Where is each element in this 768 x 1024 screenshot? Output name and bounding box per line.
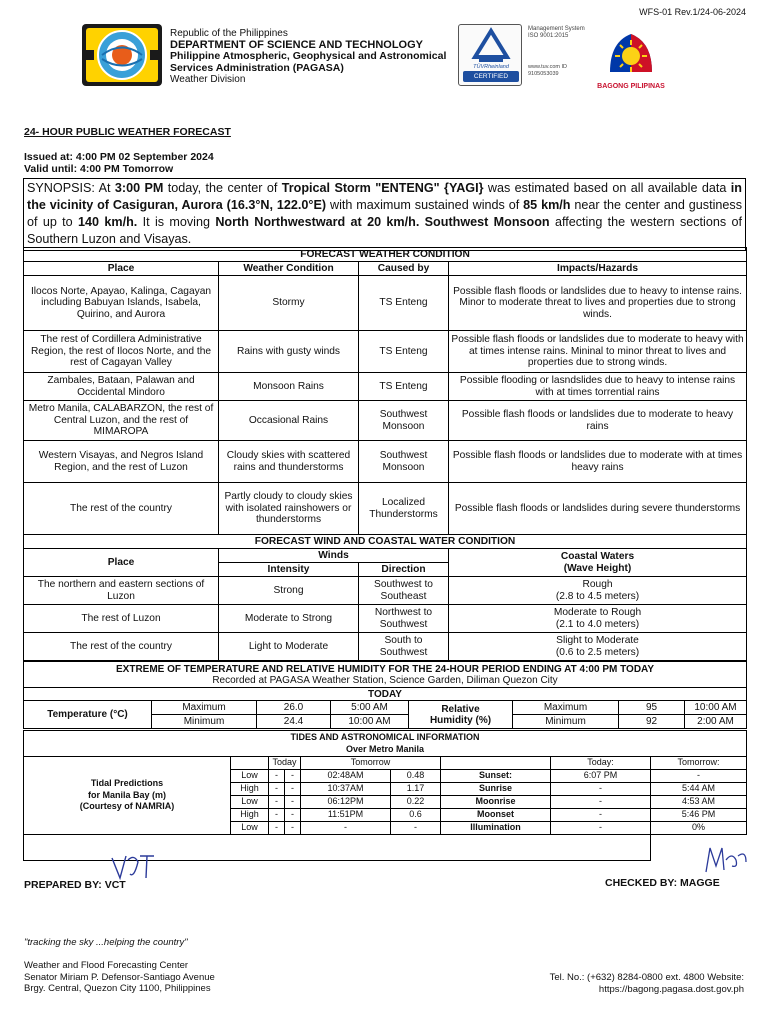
valid-until: Valid until: 4:00 PM Tomorrow bbox=[24, 163, 174, 175]
forecast-wind-table bbox=[23, 534, 747, 661]
tuv-id: www.tuv.com ID 9105053039 bbox=[528, 64, 568, 77]
table-row bbox=[24, 401, 747, 441]
astro-today: - bbox=[551, 809, 651, 822]
tide-tomorrow-value: 0.6 bbox=[391, 809, 441, 822]
checked-by: CHECKED BY: MAGGE bbox=[605, 877, 720, 889]
department-text: DEPARTMENT OF SCIENCE AND TECHNOLOGY bbox=[170, 38, 424, 51]
impact-cell: Possible flooding or lasndslides due to heavy to intense rains with at times torrential rains bbox=[449, 373, 747, 401]
bagong-pilipinas-logo bbox=[590, 24, 672, 90]
tide-tomorrow-time: - bbox=[301, 822, 391, 835]
agency-line2: Services Administration (PAGASA) bbox=[170, 61, 344, 74]
humidity-label-text: Relative bbox=[441, 703, 480, 715]
wave-height: (2.8 to 4.5 meters) bbox=[555, 590, 640, 602]
intensity-cell: Light to Moderate bbox=[219, 633, 359, 661]
impact-cell: Possible flash floods or landslides due to moderate to heavy rains bbox=[449, 401, 747, 441]
hum-min-label: Minimum bbox=[513, 715, 619, 729]
impact-cell: Possible flash floods or landslides due to heavy to intense rains. Minor to moderate threat to lives and properties due to strong winds. bbox=[449, 276, 747, 331]
extremes-table bbox=[23, 661, 747, 729]
column-header: Intensity bbox=[219, 563, 359, 577]
hum-min-time: 2:00 AM bbox=[685, 715, 747, 729]
place-cell: Western Visayas, and Negros Island Region, and the rest of Luzon bbox=[24, 441, 219, 483]
tide-tomorrow-value: 0.48 bbox=[391, 770, 441, 783]
tide-tomorrow-value: - bbox=[391, 822, 441, 835]
tide-today: - bbox=[285, 809, 301, 822]
synopsis-gustiness: 140 km/h. bbox=[78, 215, 138, 229]
synopsis-text: It is moving bbox=[137, 215, 216, 229]
wave-height: (0.6 to 2.5 meters) bbox=[555, 646, 640, 658]
tide-today: - bbox=[285, 796, 301, 809]
division-text: Weather Division bbox=[170, 74, 246, 85]
hum-max-label: Maximum bbox=[513, 701, 619, 715]
address-line: Brgy. Central, Quezon City 1100, Philippines bbox=[24, 983, 211, 995]
tidal-label-text: (Courtesy of NAMRIA) bbox=[79, 801, 175, 812]
tide-tomorrow-time: 06:12PM bbox=[301, 796, 391, 809]
synopsis-text: with maximum sustained winds of bbox=[326, 198, 524, 212]
table-row bbox=[24, 633, 747, 661]
column-header: Direction bbox=[359, 563, 449, 577]
synopsis bbox=[23, 178, 746, 251]
cause-cell: Localized Thunderstorms bbox=[359, 483, 449, 535]
condition-cell: Occasional Rains bbox=[219, 401, 359, 441]
astro-today: - bbox=[551, 783, 651, 796]
address-block bbox=[24, 960, 215, 995]
tide-today: - bbox=[269, 809, 285, 822]
synopsis-winds: 85 km/h bbox=[523, 198, 571, 212]
table-row bbox=[24, 605, 747, 633]
condition-cell: Stormy bbox=[219, 276, 359, 331]
forecast-title: 24- HOUR PUBLIC WEATHER FORECAST bbox=[24, 126, 231, 138]
tide-type: High bbox=[231, 783, 269, 796]
tide-today: - bbox=[285, 822, 301, 835]
synopsis-text: near the center and gustiness of up to bbox=[27, 198, 742, 229]
tidal-label-text: Tidal Predictions bbox=[90, 778, 164, 789]
tuv-brand: TÜVRheinland bbox=[473, 64, 509, 70]
section-title: FORECAST WIND AND COASTAL WATER CONDITION bbox=[24, 535, 747, 549]
synopsis-text: SYNOPSIS: At bbox=[27, 181, 115, 195]
hum-max-time: 10:00 AM bbox=[685, 701, 747, 715]
intensity-cell: Moderate to Strong bbox=[219, 605, 359, 633]
website-link[interactable]: https://bagong.pagasa.dost.gov.ph bbox=[598, 983, 744, 995]
astro-label: Illumination bbox=[441, 822, 551, 835]
astro-today: - bbox=[551, 822, 651, 835]
synopsis-storm-name: Tropical Storm "ENTENG" {YAGI} bbox=[281, 181, 484, 195]
contact-block bbox=[550, 972, 744, 995]
tide-today: - bbox=[269, 796, 285, 809]
certified-label: CERTIFIED bbox=[463, 71, 519, 82]
tide-today: - bbox=[285, 783, 301, 796]
tide-type: Low bbox=[231, 796, 269, 809]
astro-tomorrow: - bbox=[651, 770, 747, 783]
impact-cell: Possible flash floods or landslides due to moderate with at times heavy rains bbox=[449, 441, 747, 483]
waters-value: Moderate to Rough bbox=[553, 606, 642, 618]
cause-cell: TS Enteng bbox=[359, 373, 449, 401]
astro-label: Moonrise bbox=[441, 796, 551, 809]
place-cell: The northern and eastern sections of Luzon bbox=[24, 577, 219, 605]
tide-type: Low bbox=[231, 770, 269, 783]
column-header: Impacts/Hazards bbox=[449, 262, 747, 276]
today-header: Today bbox=[269, 757, 301, 770]
condition-cell: Rains with gusty winds bbox=[219, 331, 359, 373]
astro-today-header: Today: bbox=[551, 757, 651, 770]
tide-type: High bbox=[231, 809, 269, 822]
tide-tomorrow-value: 0.22 bbox=[391, 796, 441, 809]
place-cell: The rest of Cordillera Administrative Region, the rest of Ilocos Norte, and the rest of Cagayan Valley bbox=[24, 331, 219, 373]
vct-signature bbox=[108, 852, 156, 882]
section-title: EXTREME OF TEMPERATURE AND RELATIVE HUMIDITY FOR THE 24-HOUR PERIOD ENDING AT 4:00 PM TODAY bbox=[116, 663, 655, 675]
temp-min-label: Minimum bbox=[152, 715, 257, 729]
tuv-triangle-icon bbox=[459, 27, 523, 67]
section-title: FORECAST WEATHER CONDITION bbox=[24, 248, 747, 262]
condition-cell: Partly cloudy to cloudy skies with isolated rainshowers or thunderstorms bbox=[219, 483, 359, 535]
synopsis-text: affecting the western sections of Southern Luzon and Visayas. bbox=[27, 215, 743, 246]
condition-cell: Cloudy skies with scattered rains and thunderstorms bbox=[219, 441, 359, 483]
place-cell: Ilocos Norte, Apayao, Kalinga, Cagayan including Babuyan Islands, Isabela, Quirino, and Aurora bbox=[24, 276, 219, 331]
astro-today: - bbox=[551, 796, 651, 809]
synopsis-movement: North Northwestward at 20 km/h. Southwest Monsoon bbox=[215, 215, 550, 229]
cause-cell: TS Enteng bbox=[359, 276, 449, 331]
astro-tomorrow: 5:46 PM bbox=[651, 809, 747, 822]
prepared-by: PREPARED BY: VCT bbox=[24, 879, 126, 891]
astro-today: 6:07 PM bbox=[551, 770, 651, 783]
address-line: Senator Miriam P. Defensor-Santiago Avenue bbox=[24, 971, 215, 983]
iso-certification-badge bbox=[458, 24, 588, 86]
issue-info bbox=[24, 151, 214, 175]
place-cell: Zambales, Bataan, Palawan and Occidental Mindoro bbox=[24, 373, 219, 401]
tide-today: - bbox=[269, 822, 285, 835]
column-header: Place bbox=[24, 549, 219, 577]
table-row bbox=[24, 276, 747, 331]
tide-type: Low bbox=[231, 822, 269, 835]
temp-max-value: 26.0 bbox=[257, 701, 331, 715]
place-cell: The rest of the country bbox=[24, 483, 219, 535]
cause-cell: Southwest Monsoon bbox=[359, 401, 449, 441]
section-subtitle: Recorded at PAGASA Weather Station, Science Garden, Diliman Quezon City bbox=[212, 674, 558, 686]
forecast-weather-table bbox=[23, 247, 747, 535]
waters-cell bbox=[449, 633, 747, 661]
table-row bbox=[24, 331, 747, 373]
impact-cell: Possible flash floods or landslides during severe thunderstorms bbox=[449, 483, 747, 535]
tides-header bbox=[24, 731, 747, 757]
table-row bbox=[24, 441, 747, 483]
column-header: Caused by bbox=[359, 262, 449, 276]
synopsis-text: today, the center of bbox=[163, 181, 282, 195]
humidity-label-text: Humidity (%) bbox=[429, 714, 492, 726]
section-title: TIDES AND ASTRONOMICAL INFORMATION bbox=[290, 732, 480, 743]
document-number: WFS-01 Rev.1/24-06-2024 bbox=[639, 7, 746, 17]
column-header: Winds bbox=[219, 549, 449, 563]
temp-max-label: Maximum bbox=[152, 701, 257, 715]
philippine-sun-icon bbox=[590, 24, 672, 80]
telephone-line: Tel. No.: (+632) 8284-0800 ext. 4800 Website: bbox=[549, 972, 744, 983]
tide-tomorrow-time: 10:37AM bbox=[301, 783, 391, 796]
direction-cell: Northwest to Southwest bbox=[359, 605, 449, 633]
astro-label: Sunrise bbox=[441, 783, 551, 796]
astro-tomorrow: 0% bbox=[651, 822, 747, 835]
place-cell: Metro Manila, CALABARZON, the rest of Central Luzon, and the rest of MIMAROPA bbox=[24, 401, 219, 441]
issued-at: Issued at: 4:00 PM 02 September 2024 bbox=[24, 151, 214, 163]
iso-text: Management System ISO 9001:2015 bbox=[528, 26, 585, 39]
address-line: Weather and Flood Forecasting Center bbox=[24, 960, 189, 971]
intensity-cell: Strong bbox=[219, 577, 359, 605]
tagline: "tracking the sky ...helping the country" bbox=[24, 937, 188, 948]
hum-min-value: 92 bbox=[619, 715, 685, 729]
coastal-header: (Wave Height) bbox=[563, 562, 632, 574]
bagong-pilipinas-text: BAGONG PILIPINAS bbox=[597, 83, 665, 90]
hum-max-value: 95 bbox=[619, 701, 685, 715]
astro-label: Moonset bbox=[441, 809, 551, 822]
direction-cell: South to Southwest bbox=[359, 633, 449, 661]
cause-cell: Southwest Monsoon bbox=[359, 441, 449, 483]
temperature-label: Temperature (°C) bbox=[24, 701, 152, 729]
agency-line1: Philippine Atmospheric, Geophysical and Astronomical bbox=[170, 50, 447, 62]
table-row bbox=[24, 483, 747, 535]
place-cell: The rest of Luzon bbox=[24, 605, 219, 633]
synopsis-text: was estimated based on all available data bbox=[483, 181, 731, 195]
tide-today: - bbox=[269, 783, 285, 796]
tomorrow-header: Tomorrow bbox=[301, 757, 441, 770]
coastal-header: Coastal Waters bbox=[560, 550, 635, 562]
place-cell: The rest of the country bbox=[24, 633, 219, 661]
temp-min-time: 10:00 AM bbox=[331, 715, 409, 729]
humidity-label bbox=[409, 701, 513, 729]
tide-tomorrow-time: 11:51PM bbox=[301, 809, 391, 822]
waters-value: Slight to Moderate bbox=[556, 634, 639, 646]
extremes-header bbox=[24, 662, 747, 688]
astro-tomorrow-header: Tomorrow: bbox=[651, 757, 747, 770]
republic-text: Republic of the Philippines bbox=[170, 28, 288, 39]
tide-tomorrow-value: 1.17 bbox=[391, 783, 441, 796]
temp-min-value: 24.4 bbox=[257, 715, 331, 729]
column-header bbox=[449, 549, 747, 577]
pagasa-logo bbox=[80, 22, 164, 88]
agency-header bbox=[170, 28, 446, 86]
temp-max-time: 5:00 AM bbox=[331, 701, 409, 715]
tides-table bbox=[23, 730, 747, 861]
astro-tomorrow: 5:44 AM bbox=[651, 783, 747, 796]
tidal-label-text: for Manila Bay (m) bbox=[87, 789, 166, 800]
tidal-label bbox=[24, 757, 231, 835]
astro-tomorrow: 4:53 AM bbox=[651, 796, 747, 809]
impact-cell: Possible flash floods or landslides due to moderate to heavy with at times intense rains. Mininal to minor threat to lives and properties due to strong winds. bbox=[449, 331, 747, 373]
waters-value: Rough bbox=[582, 578, 613, 590]
column-header: Weather Condition bbox=[219, 262, 359, 276]
astro-label: Sunset: bbox=[441, 770, 551, 783]
table-row bbox=[24, 577, 747, 605]
waters-cell bbox=[449, 605, 747, 633]
section-subtitle: Over Metro Manila bbox=[346, 743, 425, 754]
synopsis-location: in the vicinity of Casiguran, Aurora (16.3°N, 122.0°E) bbox=[27, 181, 742, 212]
waters-cell bbox=[449, 577, 747, 605]
direction-cell: Southwest to Southeast bbox=[359, 577, 449, 605]
tide-today: - bbox=[285, 770, 301, 783]
synopsis-time: 3:00 PM bbox=[114, 181, 164, 195]
tide-today: - bbox=[269, 770, 285, 783]
tide-tomorrow-time: 02:48AM bbox=[301, 770, 391, 783]
condition-cell: Monsoon Rains bbox=[219, 373, 359, 401]
table-row bbox=[24, 373, 747, 401]
cause-cell: TS Enteng bbox=[359, 331, 449, 373]
column-header: Place bbox=[24, 262, 219, 276]
magge-signature bbox=[700, 842, 750, 876]
today-header: TODAY bbox=[24, 688, 747, 701]
wave-height: (2.1 to 4.0 meters) bbox=[555, 618, 640, 630]
